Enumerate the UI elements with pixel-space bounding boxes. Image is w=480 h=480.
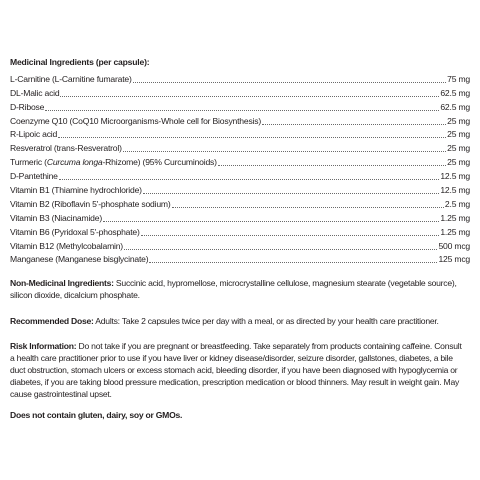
ingredient-name xyxy=(10,171,58,182)
dot-leader xyxy=(172,206,444,208)
ingredient-amount: 1.25 mg xyxy=(440,212,470,223)
ingredient-name-suffix: -Rhizome) (95% Curcuminoids) xyxy=(102,157,217,168)
recommended-dose xyxy=(10,315,460,327)
medicinal-ingredients-heading: Medicinal Ingredients (per capsule): xyxy=(10,57,150,67)
ingredient-name xyxy=(10,185,142,196)
risk-information-label: Risk Information: xyxy=(10,341,77,351)
ingredient-latin-name: Curcuma longa xyxy=(46,157,103,168)
ingredient-amount: 25 mg xyxy=(447,129,470,140)
risk-information xyxy=(10,340,465,400)
ingredient-amount: 500 mcg xyxy=(438,240,470,251)
ingredient-row xyxy=(10,182,470,196)
ingredient-name-text: Vitamin B2 (Riboflavin 5'-phosphate sodium) xyxy=(10,198,171,209)
ingredient-name-text: L-Carnitine (L-Carnitine fumarate) xyxy=(10,73,132,84)
ingredient-name-text: Vitamin B3 (Niacinamide) xyxy=(10,212,102,223)
ingredient-row xyxy=(10,127,470,141)
ingredient-name xyxy=(10,129,57,140)
ingredient-name xyxy=(10,157,217,168)
medicinal-ingredients-list xyxy=(10,71,470,265)
ingredient-amount: 25 mg xyxy=(447,157,470,168)
ingredient-row xyxy=(10,196,470,210)
ingredient-name-text: Vitamin B6 (Pyridoxal 5'-phosphate) xyxy=(10,226,140,237)
ingredient-name xyxy=(10,241,123,252)
non-medicinal-text: Succinic acid, hypromellose, microcrystalline cellulose, magnesium stearate (vegetable source), silicon dioxide, dicalcium phosphate. xyxy=(10,278,457,300)
ingredient-name-text: Turmeric ( xyxy=(10,157,47,168)
dot-leader xyxy=(133,81,446,83)
ingredient-row xyxy=(10,99,470,113)
ingredient-name xyxy=(10,88,59,99)
ingredient-amount: 62.5 mg xyxy=(440,101,470,112)
ingredient-amount: 125 mcg xyxy=(438,254,470,265)
non-medicinal-ingredients xyxy=(10,277,460,301)
risk-information-text: Do not take if you are pregnant or breastfeeding. Take separately from products containing caffeine. Consult a health care practitioner prior to use if you have liver or kidney disease/disorder, seizure disorder, gallstones, diabetes, a bile duct obstruction, stomach ulcers or excess stomach acid, bleeding disorder, if you have been diagnosed with hypoglycemia or diabetes, if you are taking blood pressure medication, prescription medication or blood thinners. May result in weight gain. May cause gastrointestinal upset. xyxy=(10,341,462,399)
allergen-statement: Does not contain gluten, dairy, soy or GMOs. xyxy=(10,410,183,420)
ingredient-amount: 2.5 mg xyxy=(444,198,470,209)
ingredient-name xyxy=(10,74,132,85)
dot-leader xyxy=(59,178,440,180)
ingredient-name-text: D-Pantethine xyxy=(10,171,58,182)
ingredient-name-text: DL-Malic acid xyxy=(10,87,60,98)
dot-leader xyxy=(103,220,439,222)
ingredient-amount: 75 mg xyxy=(447,73,470,84)
ingredient-name-text: D-Ribose xyxy=(10,101,45,112)
ingredient-name-text: Vitamin B1 (Thiamine hydrochloride) xyxy=(10,185,142,196)
ingredient-name-text: Resveratrol (trans-Resveratrol) xyxy=(10,143,122,154)
supplement-label xyxy=(10,57,470,420)
dot-leader xyxy=(143,192,440,194)
non-medicinal-label: Non-Medicinal Ingredients: xyxy=(10,278,114,288)
ingredient-row xyxy=(10,224,470,238)
dot-leader xyxy=(124,248,437,250)
ingredient-row xyxy=(10,238,470,252)
ingredient-amount: 25 mg xyxy=(447,115,470,126)
ingredient-row xyxy=(10,140,470,154)
dot-leader xyxy=(262,123,446,125)
ingredient-name xyxy=(10,227,140,238)
ingredient-amount: 1.25 mg xyxy=(440,226,470,237)
recommended-dose-text: Adults: Take 2 capsules twice per day with a meal, or as directed by your health care practitioner. xyxy=(93,316,439,326)
ingredient-name xyxy=(10,254,148,265)
recommended-dose-label: Recommended Dose: xyxy=(10,316,94,326)
dot-leader xyxy=(45,109,439,111)
dot-leader xyxy=(149,261,437,263)
ingredient-name xyxy=(10,116,261,127)
dot-leader xyxy=(123,150,446,152)
ingredient-name-text: Coenzyme Q10 (CoQ10 Microorganisms-Whole cell for Biosynthesis) xyxy=(10,115,262,126)
ingredient-name-text: R-Lipoic acid xyxy=(10,129,58,140)
ingredient-amount: 62.5 mg xyxy=(440,87,470,98)
ingredient-row xyxy=(10,85,470,99)
dot-leader xyxy=(60,95,439,97)
ingredient-name-text: Vitamin B12 (Methylcobalamin) xyxy=(10,240,123,251)
dot-leader xyxy=(58,136,446,138)
dot-leader xyxy=(141,234,440,236)
ingredient-row xyxy=(10,113,470,127)
ingredient-name xyxy=(10,213,102,224)
ingredient-row xyxy=(10,154,470,168)
ingredient-name xyxy=(10,143,122,154)
ingredient-amount: 25 mg xyxy=(447,143,470,154)
ingredient-amount: 12.5 mg xyxy=(440,171,470,182)
ingredient-row xyxy=(10,168,470,182)
ingredient-row xyxy=(10,210,470,224)
ingredient-amount: 12.5 mg xyxy=(440,185,470,196)
ingredient-name xyxy=(10,199,171,210)
ingredient-name-text: Manganese (Manganese bisglycinate) xyxy=(10,254,149,265)
ingredient-row xyxy=(10,71,470,85)
dot-leader xyxy=(218,164,446,166)
ingredient-row xyxy=(10,252,470,266)
ingredient-name xyxy=(10,102,44,113)
